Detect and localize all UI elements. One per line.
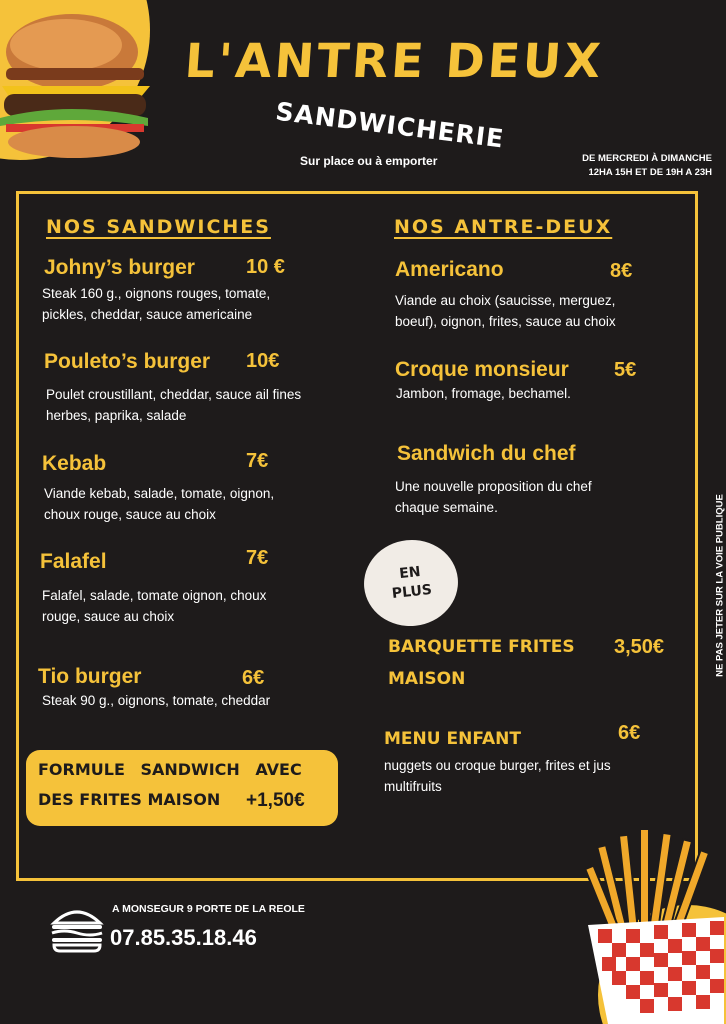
item-description: Poulet croustillant, cheddar, sauce ail fines herbes, paprika, salade: [46, 387, 302, 423]
fries-line2: MAISON: [388, 669, 466, 689]
fries-name: [388, 631, 575, 695]
tagline: Sur place ou à emporter: [300, 154, 438, 168]
restaurant-subtitle: SANDWICHERIE: [274, 96, 506, 154]
burger-icon: [48, 903, 106, 953]
item-description: Steak 90 g., oignons, tomate, cheddar: [42, 693, 271, 708]
item-name: Johny’s burger: [44, 256, 195, 279]
item-name: Tio burger: [38, 665, 142, 688]
item-description: Une nouvelle proposition du chef chaque semaine.: [395, 479, 592, 515]
item-price: 5€: [614, 359, 637, 381]
address: A MONSEGUR 9 PORTE DE LA REOLE: [112, 903, 305, 915]
item-name: Falafel: [40, 550, 107, 573]
restaurant-title: L'ANTRE DEUX: [183, 34, 606, 89]
item-description: Viande kebab, salade, tomate, oignon, choux rouge, sauce au choix: [44, 486, 275, 522]
item-price: 10 €: [246, 256, 285, 278]
item-description: Jambon, fromage, bechamel.: [396, 386, 571, 401]
item-price: 8€: [610, 260, 633, 282]
item-description: Falafel, salade, tomate oignon, choux rouge, sauce au choix: [42, 588, 267, 624]
fries-illustration: [578, 825, 724, 1024]
item-price: 6€: [242, 667, 265, 689]
item-price: 7€: [246, 450, 269, 472]
phone-number: 07.85.35.18.46: [110, 925, 257, 950]
item-name: Kebab: [42, 452, 107, 475]
burger-illustration: [0, 0, 150, 165]
hours-times: 12HA 15H ET DE 19H A 23H: [588, 167, 712, 178]
item-name: Americano: [395, 258, 504, 281]
kids-menu-price: 6€: [618, 722, 641, 744]
item-name: Pouleto’s burger: [44, 350, 211, 373]
item-price: 7€: [246, 547, 269, 569]
item-price: 10€: [246, 350, 280, 372]
badge-line1: EN: [398, 563, 422, 583]
hours-days: DE MERCREDI À DIMANCHE: [582, 153, 712, 164]
fries-price: 3,50€: [614, 636, 665, 658]
fries-line1: BARQUETTE FRITES: [388, 637, 575, 657]
formula-line1: FORMULE SANDWICH AVEC: [38, 760, 302, 779]
opening-hours: [540, 152, 712, 180]
antre-deux-heading: NOS ANTRE-DEUX: [394, 216, 613, 238]
item-name: Croque monsieur: [395, 358, 569, 381]
litter-notice: NE PAS JETER SUR LA VOIE PUBLIQUE: [714, 494, 726, 677]
formula-price: +1,50€: [246, 790, 305, 811]
item-description: Steak 160 g., oignons rouges, tomate, pickles, cheddar, sauce americaine: [42, 286, 271, 322]
badge-line2: PLUS: [391, 581, 433, 603]
kids-menu-name: MENU ENFANT: [384, 729, 521, 749]
formula-banner: [26, 750, 338, 826]
item-name: Sandwich du chef: [397, 442, 576, 465]
kids-menu-description: nuggets ou croque burger, frites et jus multifruits: [384, 758, 611, 794]
formula-line2: DES FRITES MAISON: [38, 790, 221, 809]
sandwiches-heading: NOS SANDWICHES: [46, 216, 271, 238]
item-description: Viande au choix (saucisse, merguez, boeuf), oignon, frites, sauce au choix: [395, 293, 616, 329]
